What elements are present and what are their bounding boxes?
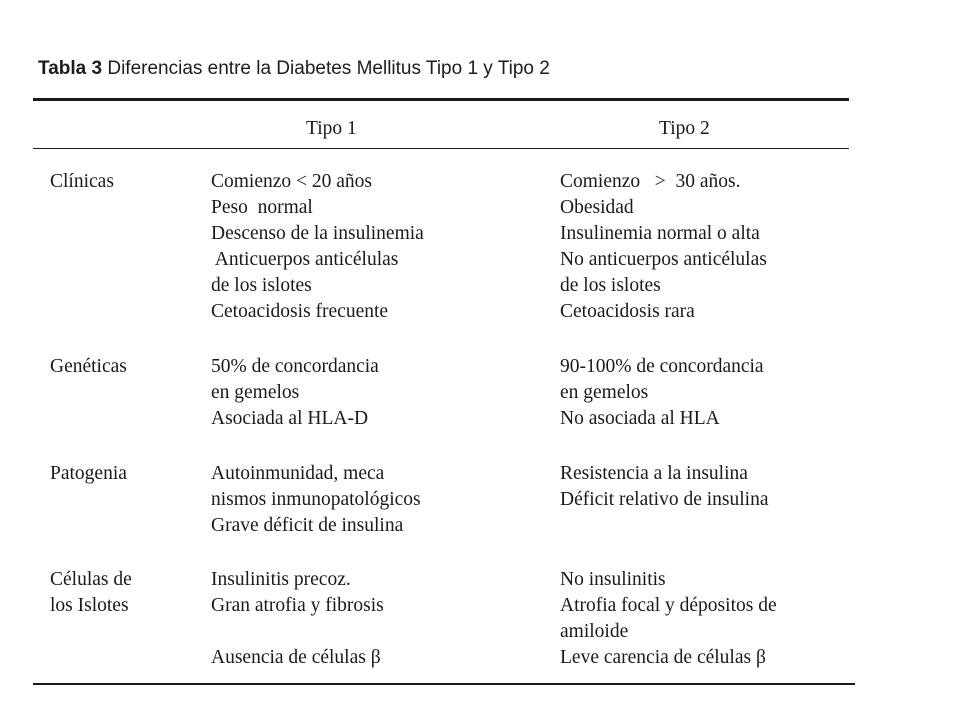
category-label: los Islotes — [50, 595, 129, 616]
category-label: Patogenia — [50, 463, 127, 484]
top-rule — [33, 98, 849, 101]
header-rule — [33, 148, 849, 149]
cell-line: en gemelos — [560, 382, 649, 403]
cell-patogenia-tipo-1 — [211, 461, 421, 539]
cell-line: No anticuerpos anticélulas — [560, 249, 767, 270]
table-caption: Diferencias entre la Diabetes Mellitus Tipo 1 y Tipo 2 — [107, 58, 550, 79]
cell-line: Autoinmunidad, meca — [211, 463, 385, 484]
cell-line: Descenso de la insulinemia — [211, 223, 424, 244]
cell-line: No insulinitis — [560, 569, 666, 590]
cell-line: Comienzo < 20 años — [211, 171, 373, 192]
header-tipo-2: Tipo 2 — [659, 118, 710, 139]
category-clinicas — [50, 169, 114, 195]
cell-line: Cetoacidosis rara — [560, 301, 695, 322]
cell-line: Insulinitis precoz. — [211, 569, 351, 590]
cell-clinicas-tipo-1 — [211, 169, 424, 325]
category-celulas-islotes — [50, 567, 132, 619]
cell-celulas-tipo-2 — [560, 567, 777, 671]
category-label: Clínicas — [50, 171, 114, 192]
cell-line: Ausencia de células β — [211, 647, 381, 668]
category-label: Células de — [50, 569, 132, 590]
cell-geneticas-tipo-1 — [211, 354, 379, 432]
cell-line: Resistencia a la insulina — [560, 463, 748, 484]
cell-line — [211, 619, 384, 645]
table-number: Tabla 3 — [38, 58, 103, 79]
cell-line: amiloide — [560, 621, 629, 642]
cell-line: en gemelos — [211, 382, 300, 403]
bottom-rule — [33, 683, 855, 685]
cell-line: Insulinemia normal o alta — [560, 223, 760, 244]
cell-line: Leve carencia de células β — [560, 647, 766, 668]
cell-line: Obesidad — [560, 197, 634, 218]
cell-line: Cetoacidosis frecuente — [211, 301, 389, 322]
cell-line: Grave déficit de insulina — [211, 515, 404, 536]
cell-celulas-tipo-1 — [211, 567, 384, 671]
cell-line: de los islotes — [211, 275, 312, 296]
cell-geneticas-tipo-2 — [560, 354, 764, 432]
category-patogenia — [50, 461, 127, 487]
cell-clinicas-tipo-2 — [560, 169, 767, 325]
cell-line: Asociada al HLA-D — [211, 408, 369, 429]
cell-line: Gran atrofia y fibrosis — [211, 595, 384, 616]
cell-line: nismos inmunopatológicos — [211, 489, 421, 510]
cell-line: Comienzo > 30 años. — [560, 171, 741, 192]
cell-line: No asociada al HLA — [560, 408, 720, 429]
category-label: Genéticas — [50, 356, 127, 377]
category-geneticas — [50, 354, 127, 380]
cell-line: Atrofia focal y dépositos de — [560, 595, 777, 616]
cell-patogenia-tipo-2 — [560, 461, 768, 513]
cell-line: de los islotes — [560, 275, 661, 296]
table-title — [38, 57, 550, 81]
cell-line: 90-100% de concordancia — [560, 356, 764, 377]
cell-line: 50% de concordancia — [211, 356, 379, 377]
header-tipo-1: Tipo 1 — [306, 118, 357, 139]
cell-line: Déficit relativo de insulina — [560, 489, 769, 510]
cell-line: Peso normal — [211, 197, 313, 218]
cell-line: Anticuerpos anticélulas — [211, 249, 399, 270]
